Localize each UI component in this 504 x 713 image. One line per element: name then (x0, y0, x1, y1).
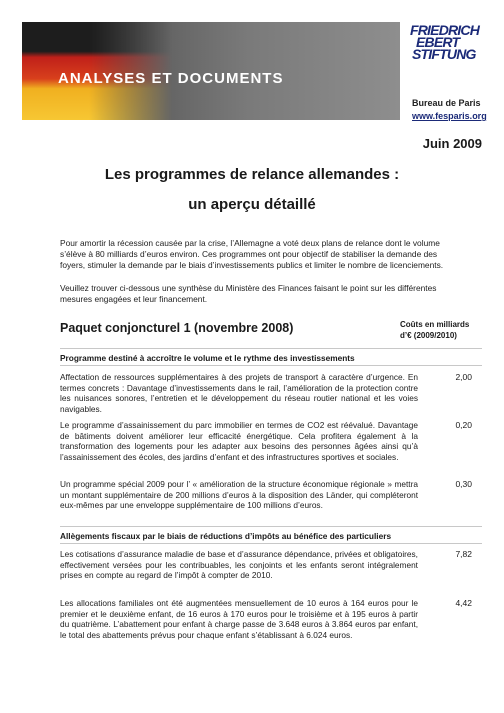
document-title (0, 160, 504, 220)
title-line: un aperçu détaillé (188, 196, 316, 213)
divider (60, 365, 482, 366)
measure-text: Un programme spécial 2009 pour l’ « amélioration de la structure économique régionale » mettra un montant supplémentaire de 200 millions d’euros à la disposition des Länder, qui compléteront eux-mêmes par une enveloppe supplémentaire de 100 millions d’euros. (60, 479, 418, 511)
website-link[interactable]: www.fesparis.org (412, 111, 487, 121)
group-heading: Programme destiné à accroître le volume et le rythme des investissements (60, 353, 355, 363)
measure-cost: 0,30 (455, 479, 472, 489)
group-heading: Allègements fiscaux par le biais de réductions d’impôts au bénéfice des particuliers (60, 531, 392, 541)
divider (60, 526, 482, 527)
logo-line: EBERT (416, 34, 460, 50)
banner-title: ANALYSES ET DOCUMENTS (58, 70, 284, 87)
measure-text: Affectation de ressources supplémentaires à des projets de transport à caractère d’urgence. En termes concrets : Davantage d’investissements dans le rail, l’amélioration de la protection contre les nuisances sonores, l’entretien et le développement du réseau routier national et les voies navigables. (60, 372, 418, 414)
cost-column-header: Coûts en milliards d’€ (2009/2010) (400, 320, 470, 340)
divider (60, 543, 482, 544)
measure-cost: 4,42 (455, 598, 472, 608)
measure-text: Les allocations familiales ont été augmentées mensuellement de 10 euros à 164 euros pour le premier et le deuxième enfant, de 16 euros à 170 euros pour le troisième et à 195 euros à partir du quatrième. L’abattement pour enfant à charge passe de 3.648 euros à 3.864 euros par enfant, le total des abattements prévus pour chaque enfant s’établissant à 6.024 euros. (60, 598, 418, 640)
measure-text: Le programme d’assainissement du parc immobilier en termes de CO2 est réévalué. Davantage de bâtiments doivent améliorer leur efficacité énergétique. Cela profitera également à la transformation des logements pour les adapter aux besoins des personnes âgées ainsi qu’à l’assainissement des écoles, des jardins d’enfant et des infrastructures sportives et sociales. (60, 420, 418, 462)
measure-text: Les cotisations d’assurance maladie de base et d’assurance dépendance, privées et obligatoires, effectivement versées pour les contribuables, les conjoints et les enfants seront intégralement prises en compte au regard de l’impôt à compter de 2010. (60, 549, 418, 581)
divider (60, 348, 482, 349)
measure-cost: 2,00 (455, 372, 472, 382)
intro-paragraph: Veuillez trouver ci-dessous une synthèse du Ministère des Finances faisant le point sur les différentes mesures engagées et leur financement. (60, 283, 437, 304)
publication-date: Juin 2009 (422, 136, 482, 151)
section-title: Paquet conjoncturel 1 (novembre 2008) (60, 321, 294, 335)
intro-paragraph: Pour amortir la récession causée par la crise, l’Allemagne a voté deux plans de relance dont le volume s’élève à 80 milliards d’euros environ. Ces programmes ont pour objectif de stabiliser la demande des foyers, stimuler la demande par le biais d’investissements publics et limiter le nombre de licenciements. (60, 238, 444, 270)
measure-cost: 0,20 (455, 420, 472, 430)
logo-line: STIFTUNG (412, 46, 476, 62)
measure-cost: 7,82 (455, 549, 472, 559)
title-line: Les programmes de relance allemandes : (104, 166, 400, 183)
bureau-label: Bureau de Paris (412, 98, 481, 108)
logo-line: FRIEDRICH (410, 22, 480, 38)
fes-logo (410, 24, 486, 60)
header-banner (22, 22, 400, 120)
